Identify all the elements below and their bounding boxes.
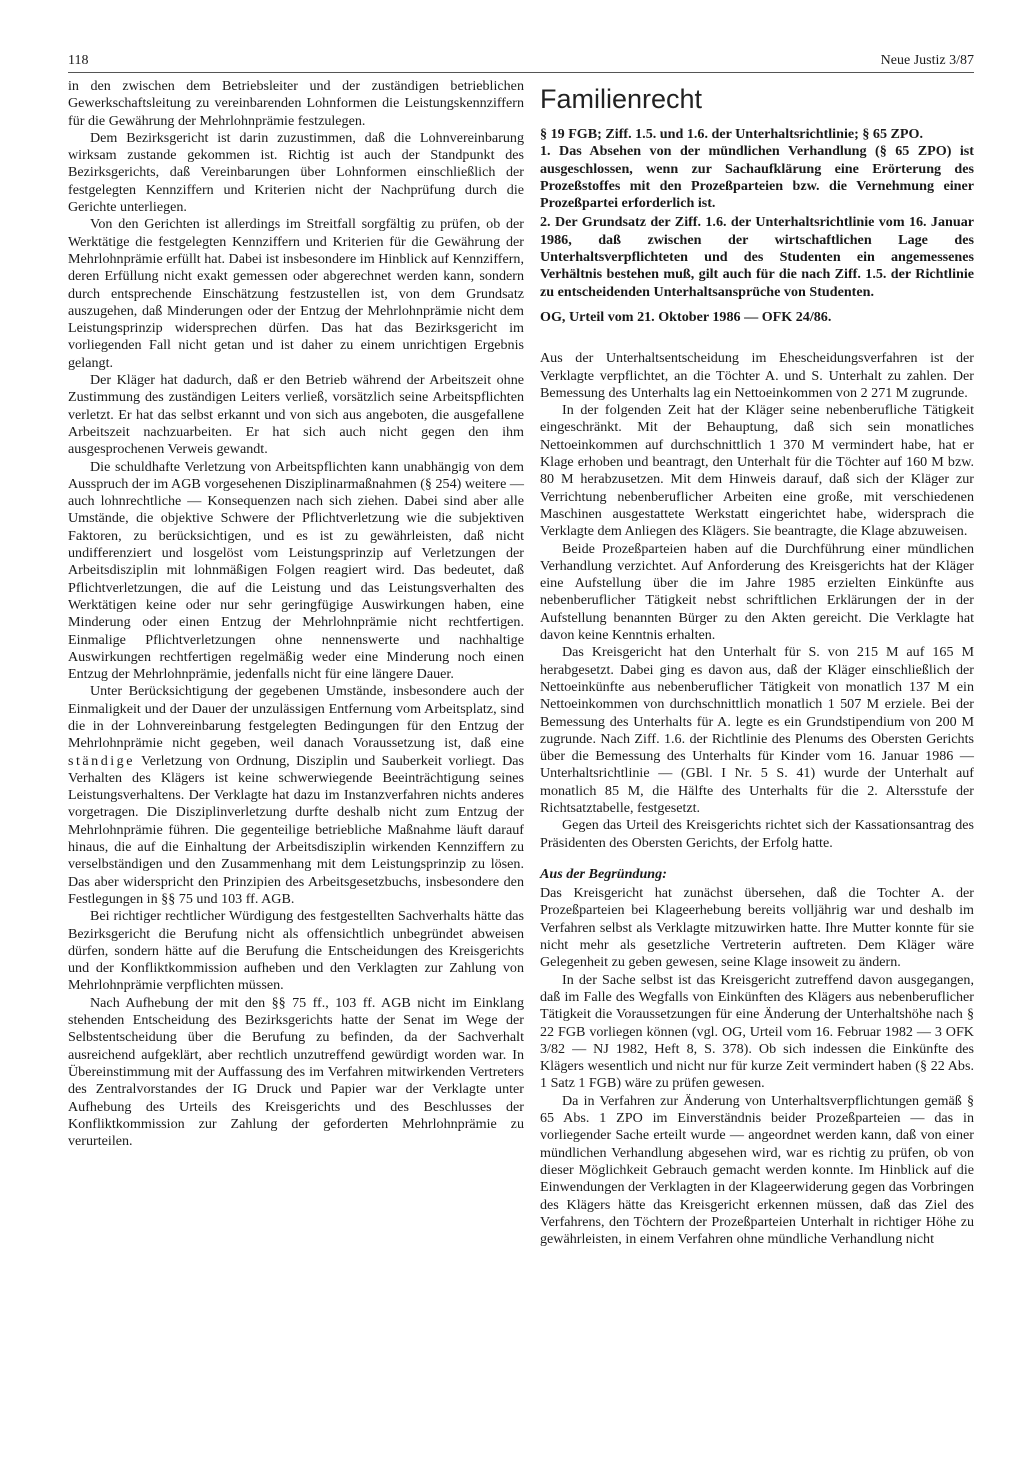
paragraph: Der Kläger hat dadurch, daß er den Betrieb während der Arbeitszeit ohne Zustimmung des zuständigen Leiters verließ, vorsätzlich seine Arbeitspflichten verletzt. Er hat das selbst erkannt und von sich aus angeboten, die ausgefallene Arbeitszeit nachzuarbeiten. Er hat sich auch nicht gegen den ihm ausgesprochenen Verweis gewandt.: [68, 372, 524, 458]
paragraph: Von den Gerichten ist allerdings im Streitfall sorgfältig zu prüfen, ob der Werktätige die festgelegten Kennziffern und Kriterien für die Gewährung der Mehrlohnprämie erfüllt hat. Dabei ist insbesondere im Hinblick auf Kennziffern, deren Erfüllung nicht exakt gemessen oder abgerechnet werden kann, sondern durch entsprechende Einschätzung festzustellen ist, von dem Grundsatz auszugehen, daß Minderungen oder der Entzug der Mehrlohnprämie nicht dem Leistungsprinzip widersprechen dürfen. Das hat das Bezirksgericht im vorliegenden Fall nicht getan und ist daher zu einem unrichtigen Ergebnis gelangt.: [68, 216, 524, 371]
journal-title: Neue Justiz 3/87: [880, 53, 974, 68]
paragraph: in den zwischen dem Betriebsleiter und der zuständigen betrieblichen Gewerkschaftsleitung zu vereinbarenden Lohnformen die Leistungskennziffern für die Gewährung der Mehrlohnprämie festzulegen.: [68, 78, 524, 129]
section-title: Familienrecht: [540, 84, 703, 114]
paragraph: In der folgenden Zeit hat der Kläger seine nebenberufliche Tätigkeit eingeschränkt. Mit der Behauptung, daß sich sein monatliches Nettoeinkommen auf durchschnittlich 1 370 M vermindert habe, hat er Klage erhoben und beantragt, den Unterhalt für die Töchter auf 160 M bzw. 80 M herabzusetzen. Mit dem Hinweis darauf, daß sich der Kläger zur Verrichtung nebenberuflicher Arbeiten eine große, mit verschiedenen Maschinen ausgestattete Werkstatt eingerichtet habe, widersprach die Verklagte dem Anliegen des Klägers. Sie beantragte, die Klage abzuweisen.: [540, 402, 974, 540]
paragraph: Da in Verfahren zur Änderung von Unterhaltsverpflichtungen gemäß § 65 Abs. 1 ZPO im Einverständnis beider Prozeßparteien — das in vorliegender Sache erteilt wurde — angeordnet werden kann, daß von einer mündlichen Verhandlung abgesehen wird, war es richtig zu prüfen, ob von dieser Möglichkeit Gebrauch gemacht werden konnte. Im Hinblick auf die Einwendungen der Verklagten in der Klageerwiderung gegen das Vorbringen des Klägers hätte das Kreisgericht erkennen müssen, daß das Ziel des Verfahrens, den Töchtern der Prozeßparteien Unterhalt in richtiger Höhe zu gewährleisten, in einem Verfahren ohne mündliche Verhandlung nicht: [540, 1092, 974, 1248]
paragraph: Dem Bezirksgericht ist darin zuzustimmen, daß die Lohnvereinbarung wirksam zustande gekommen ist. Richtig ist auch der Standpunkt des Bezirksgerichts, daß Vereinbarungen über Lohnformen einschließlich der festgelegten Kennziffern und Kriterien nicht der Nachprüfung durch die Gerichte unterliegen.: [68, 129, 524, 216]
page-number: 118: [68, 53, 89, 68]
headnote-1: 1. Das Absehen von der mündlichen Verhandlung (§ 65 ZPO) ist ausgeschlossen, wenn zur Sachaufklärung eine Erörterung des Prozeßstoffes mit den Prozeßparteien bzw. die Vernehmung einer Prozeßpartei erforderlich ist.: [540, 143, 974, 212]
paragraph: Aus der Unterhaltsentscheidung im Ehescheidungsverfahren ist der Verklagte verpflichtet, an die Töchter A. und S. Unterhalt zu zahlen. Der Bemessung des Unterhalts lag ein Nettoeinkommen von 2 271 M zugrunde.: [540, 350, 974, 401]
paragraph: Die schuldhafte Verletzung von Arbeitspflichten kann unabhängig von dem Ausspruch der im AGB vorgesehenen Disziplinarmaßnahmen (§ 254) weitere — auch lohnrechtliche — Konsequenzen nach sich ziehen. Dabei sind aber alle Umstände, die objektive Schwere der Pflichtverletzung wie die subjektiven Faktoren, zu berücksichtigen, und es ist zu gewährleisten, daß nicht undifferenziert und losgelöst vom Leistungsprinzip auf Verletzungen der Arbeitsdisziplin mit lohnmäßigen Folgen reagiert wird. Das bedeutet, daß Pflichtverletzungen, die auf die Leistung und das Leistungsverhalten des Werktätigen keine oder nur sehr geringfügige Auswirkungen haben, eine Minderung oder einen Entzug der Mehrlohnprämie nicht rechtfertigen. Einmalige Pflichtverletzungen ohne nennenswerte und nachhaltige Auswirkungen rechtfertigen regelmäßig weder eine Minderung noch einen Entzug der Mehrlohnprämie, jedenfalls nicht für eine längere Dauer.: [68, 458, 524, 683]
spaced-emphasis: ständige: [68, 752, 135, 769]
paragraph: Beide Prozeßparteien haben auf die Durchführung einer mündlichen Verhandlung verzichtet. Auf Anforderung des Kreisgerichts hat der Kläger eine Aufstellung über die im Jahre 1985 erzielten Einkünfte aus nebenberuflicher Tätigkeit nebst schriftlichen Erklärungen der in der Aufstellung benannten Bürger zu den Akten gereicht. Die Verklagte hat davon keine Kenntnis erhalten.: [540, 540, 974, 644]
paragraph-text: Unter Berücksichtigung der gegebenen Umstände, insbesondere auch der Einmaligkeit und der Dauer der unzulässigen Entfernung vom Arbeitsplatz, sind die in der Lohnvereinbarung festgelegten Bedingungen für den Entzug der Mehrlohnprämie nicht gegeben, weil danach Voraussetzung ist, daß eine: [68, 683, 524, 752]
page-header: [68, 50, 974, 73]
right-column: [540, 78, 974, 1248]
paragraph: Das Kreisgericht hat den Unterhalt für S. von 215 M auf 165 M herabgesetzt. Dabei ging es davon aus, daß der Kläger einschließlich der Nettoeinkünfte aus nebenberuflicher Tätigkeit von monatlich 137 M ein Nettoeinkommen von durchschnittlich monatlich 1 507 M erziele. Bei der Bemessung des Unterhalts für A. legte es ein Grundstipendium von 200 M zugrunde. Nach Ziff. 1.6. der Richtlinie des Plenums des Obersten Gerichts über die Bemessung des Unterhalts für Kinder vom 16. Januar 1986 — Unterhaltsrichtlinie — (GBl. I Nr. 5 S. 41) wurde der Unterhalt auf monatlich 85 M, die Hälfte des Unterhalts für die 2. Altersstufe der Richtsatztabelle, festgesetzt.: [540, 644, 974, 816]
legal-norms: § 19 FGB; Ziff. 1.5. und 1.6. der Unterhaltsrichtlinie; § 65 ZPO.: [540, 126, 924, 142]
left-column: [68, 78, 524, 1150]
paragraph: In der Sache selbst ist das Kreisgericht zutreffend davon ausgegangen, daß im Falle des Wegfalls von Einkünften des Klägers aus nebenberuflicher Tätigkeit die Voraussetzungen für eine Änderung der Unterhaltshöhe nach § 22 FGB vorliegen können (vgl. OG, Urteil vom 16. Februar 1982 — 3 OFK 3/82 — NJ 1982, Heft 8, S. 378). Ob sich indessen die Einkünfte des Klägers wesentlich und nicht nur für kurze Zeit vermindert haben (§ 22 Abs. 1 Satz 1 FGB) wäre zu prüfen gewesen.: [540, 971, 974, 1092]
paragraph: Gegen das Urteil des Kreisgerichts richtet sich der Kassationsantrag des Präsidenten des Obersten Gerichts, der Erfolg hatte.: [540, 817, 974, 851]
paragraph-text: Verletzung von Ordnung, Disziplin und Sauberkeit vorliegt. Das Verhalten des Klägers ist keine schwerwiegende Beeinträchtigung seines Leistungsverhaltens. Der Verklagte hat dazu im Instanzverfahren nichts anderes vorgetragen. Die Disziplinverletzung durfte deshalb nicht zum Entzug der Mehrlohnprämie führen. Die gegenteilige betriebliche Maßnahme läuft darauf hinaus, die auf die Einhaltung der Arbeitsdisziplin wirkenden Kennziffern zu verselbständigen und den Zusammenhang mit dem Leistungsprinzip zu lösen. Das aber widerspricht den Prinzipien des Arbeitsgesetzbuchs, insbesondere den Festlegungen in §§ 75 und 103 ff. AGB.: [68, 752, 524, 907]
subheading: Aus der Begründung:: [540, 865, 667, 882]
paragraph: Das Kreisgericht hat zunächst übersehen, daß die Tochter A. der Prozeßparteien bei Klageerhebung bereits volljährig war und deshalb im Verfahren selbst als Verklagte mitzuwirken hatte. Ihre Mutter konnte für sie nicht mehr als gesetzliche Vertreterin auftreten. Dem Kläger wäre Gelegenheit zu geben gewesen, seine Klage insoweit zu ändern.: [540, 885, 974, 971]
paragraph: Bei richtiger rechtlicher Würdigung des festgestellten Sachverhalts hätte das Bezirksgericht die Berufung nicht als offensichtlich unbegründet abweisen dürfen, sondern hätte auf die Berufung die Entscheidungen des Kreisgerichts und der Konfliktkommission aufheben und den Verklagten zur Zahlung von Mehrlohnprämie verpflichten müssen.: [68, 908, 524, 994]
paragraph: Nach Aufhebung der mit den §§ 75 ff., 103 ff. AGB nicht im Einklang stehenden Entscheidung des Bezirksgerichts hatte der Senat im Wege der Selbstentscheidung über die Berufung zu befinden, da der Sachverhalt ausreichend aufgeklärt, aber rechtlich unzutreffend gewürdigt worden war. In Übereinstimmung mit der Auffassung des im Verfahren mitwirkenden Vertreters des Zentralvorstandes der IG Druck und Papier war der Verklagte unter Aufhebung des Urteils des Kreisgerichts und des Beschlusses der Konfliktkommission zur Zahlung der geforderten Mehrlohnprämie zu verurteilen.: [68, 994, 524, 1150]
paragraph: [68, 683, 524, 908]
headnote-2: 2. Der Grundsatz der Ziff. 1.6. der Unterhaltsrichtlinie vom 16. Januar 1986, daß zwischen der wirtschaftlichen Lage des Unterhaltsverpflichteten und des Studenten ein angemessenes Verhältnis bestehen muß, gilt auch für die nach Ziff. 1.5. der Richtlinie zu entscheidenden Unterhaltsansprüche von Studenten.: [540, 214, 974, 300]
verdict-citation: OG, Urteil vom 21. Oktober 1986 — OFK 24/86.: [540, 308, 832, 325]
